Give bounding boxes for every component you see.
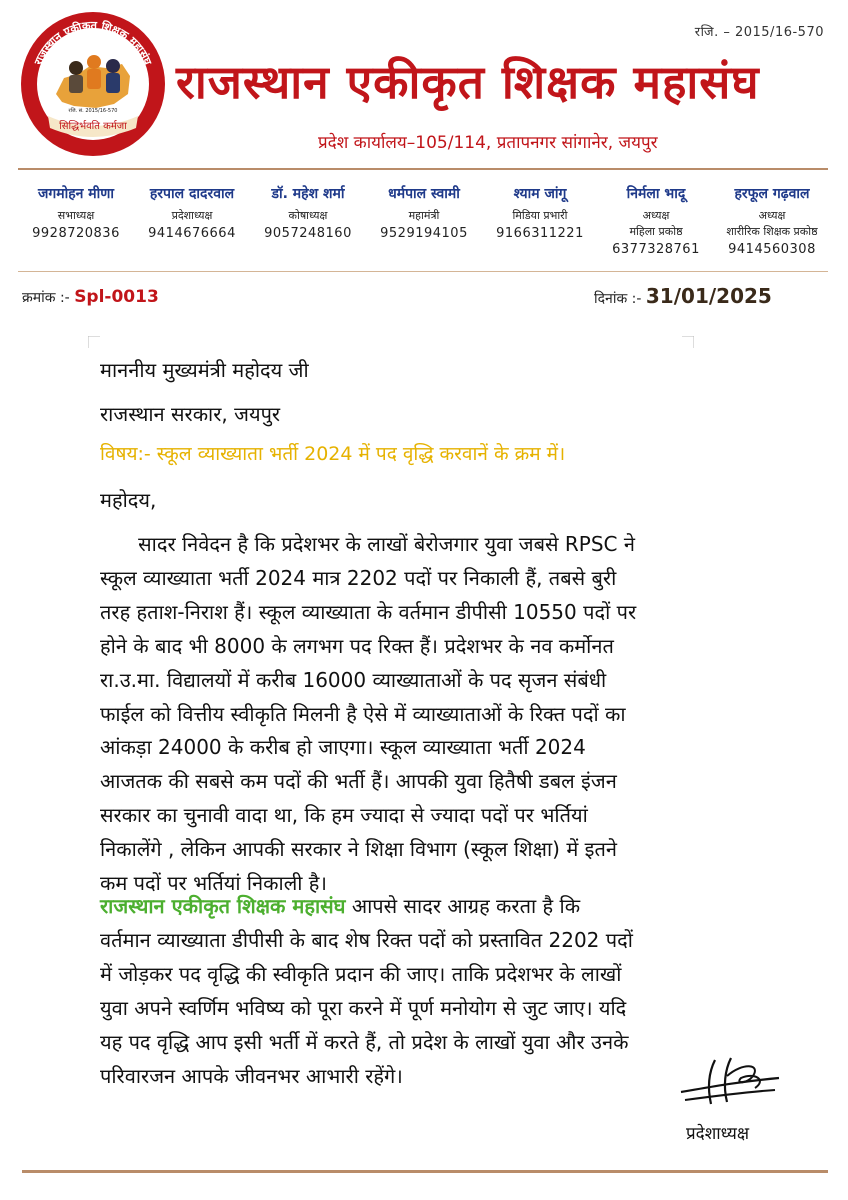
header-divider xyxy=(18,168,828,170)
paragraph-line: यह पद वृद्धि आप इसी भर्ती में करते हैं, तो प्रदेश के लाखों युवा और उनके xyxy=(100,1029,629,1054)
paragraph-line: वर्तमान व्याख्याता डीपीसी के बाद शेष रिक्त पदों को प्रस्तावित 2202 पदों xyxy=(100,927,633,952)
official-name: डॉ. महेश शर्मा xyxy=(271,186,345,202)
paragraph-line: आंकड़ा 24000 के करीब हो जाएगा। स्कूल व्याख्याता भर्ती 2024 xyxy=(100,735,586,760)
date-label: दिनांक :- xyxy=(594,291,642,307)
official-name: धर्मपाल स्वामी xyxy=(388,186,460,202)
footer-divider xyxy=(22,1170,828,1173)
letter-paragraph-2 xyxy=(100,890,633,1093)
official-role: कोषाध्यक्ष xyxy=(288,209,328,222)
official-phone: 9057248160 xyxy=(264,225,352,241)
official-card xyxy=(366,184,482,257)
official-role: मिडिया प्रभारी xyxy=(512,209,568,222)
paragraph-line: कम पदों पर भर्तियां निकाली है। xyxy=(100,871,327,896)
official-phone: 9166311221 xyxy=(496,225,584,241)
officials-divider xyxy=(18,271,828,272)
organization-name-highlight: राजस्थान एकीकृत शिक्षक महासंघ xyxy=(100,894,346,918)
signature-image xyxy=(675,1052,785,1112)
reference-value: Spl-0013 xyxy=(74,287,159,307)
paragraph-line: निकालेंगे , लेकिन आपकी सरकार ने शिक्षा विभाग (स्कूल शिक्षा) में इतने xyxy=(100,837,617,862)
official-role-line1: अध्यक्ष xyxy=(642,209,670,222)
portrait-left-icon xyxy=(69,61,83,75)
official-phone: 9414676664 xyxy=(148,225,236,241)
official-name: हरपाल दादरवाल xyxy=(149,186,235,202)
official-role xyxy=(598,208,714,240)
official-card xyxy=(482,184,598,257)
official-role-line1: अध्यक्ष xyxy=(758,209,786,222)
official-card xyxy=(250,184,366,257)
official-name: हरफूल गढ़वाल xyxy=(734,186,810,202)
paragraph-line: फाईल को वित्तीय स्वीकृति मिलनी है ऐसे में व्याख्याताओं के रिक्त पदों का xyxy=(100,701,626,726)
organization-title: राजस्थान एकीकृत शिक्षक महासंघ xyxy=(176,55,760,109)
official-role xyxy=(714,208,830,240)
official-name: श्याम जांगू xyxy=(513,186,567,202)
official-role-line2: महिला प्रकोष्ठ xyxy=(629,224,683,238)
official-name: जगमोहन मीणा xyxy=(37,186,115,202)
official-card xyxy=(714,184,830,257)
office-address: प्रदेश कार्यालय–105/114, प्रतापनगर सांगानेर, जयपुर xyxy=(318,133,658,153)
paragraph-line: स्कूल व्याख्याता भर्ती 2024 मात्र 2202 पदों पर निकाली हैं, तबसे बुरी xyxy=(100,565,617,590)
reference-number xyxy=(22,287,159,307)
official-role: सभाध्यक्ष xyxy=(57,209,95,222)
official-role: प्रदेशाध्यक्ष xyxy=(171,209,213,222)
paragraph-line xyxy=(100,890,633,924)
logo-ring-text: राजस्थान एकीकृत शिक्षक महासंघ xyxy=(31,18,155,67)
paragraph-line: सरकार का चुनावी वादा था, कि हम ज्यादा से ज्यादा पदों पर भर्तियां xyxy=(100,803,588,828)
official-phone: 9414560308 xyxy=(728,241,816,257)
official-phone: 6377328761 xyxy=(612,241,700,257)
addressee: माननीय मुख्यमंत्री महोदय जी xyxy=(100,358,309,382)
official-card xyxy=(134,184,250,257)
official-card xyxy=(598,184,714,257)
logo-motto: सिद्धिर्भवति कर्मजा xyxy=(59,121,127,132)
registration-number: रजि. – 2015/16-570 xyxy=(694,25,824,40)
paragraph-line: तरह हताश-निराश हैं। स्कूल व्याख्याता के वर्तमान डीपीसी 10550 पदों पर xyxy=(100,599,637,624)
letter-paragraph-1 xyxy=(100,528,636,901)
letter-subject: विषय:- स्कूल व्याख्याता भर्ती 2024 में पद वृद्धि करवानें के क्रम में। xyxy=(100,443,566,465)
paragraph-line: आजतक की सबसे कम पदों की भर्ती हैं। आपकी युवा हितैषी डबल इंजन xyxy=(100,769,617,794)
signatory-title: प्रदेशाध्यक्ष xyxy=(686,1124,750,1144)
official-card xyxy=(18,184,134,257)
paragraph-line: सादर निवेदन है कि प्रदेशभर के लाखों बेरोजगार युवा जबसे RPSC ने xyxy=(100,532,635,556)
salutation: महोदय, xyxy=(100,488,157,512)
paragraph-line: होने के बाद भी 8000 के लगभग पद रिक्त हैं। प्रदेशभर के नव कर्मोनत xyxy=(100,633,614,658)
paragraph-line: परिवारजन आपके जीवनभर आभारी रहेंगे। xyxy=(100,1063,403,1088)
crop-mark-left xyxy=(88,336,100,348)
addressee-location: राजस्थान सरकार, जयपुर xyxy=(100,402,281,426)
official-role-line2: शारीरिक शिक्षक प्रकोष्ठ xyxy=(726,224,818,238)
paragraph-line: में जोड़कर पद वृद्धि की स्वीकृति प्रदान की जाए। ताकि प्रदेशभर के लाखों xyxy=(100,961,622,986)
organization-logo xyxy=(18,8,168,160)
portrait-right-icon xyxy=(106,59,120,73)
official-role: महामंत्री xyxy=(408,209,440,222)
officials-list xyxy=(18,184,830,257)
logo-reg-text: रजि. सं. 2015/16-570 xyxy=(68,108,118,114)
letter-date xyxy=(594,284,772,308)
official-name: निर्मला भादू xyxy=(626,186,686,202)
paragraph-line: युवा अपने स्वर्णिम भविष्य को पूरा करने में पूर्ण मनोयोग से जुट जाए। यदि xyxy=(100,995,627,1020)
crop-mark-right xyxy=(682,336,694,348)
reference-label: क्रमांक :- xyxy=(22,290,70,306)
portrait-center-icon xyxy=(87,55,101,69)
paragraph-line-rest: आपसे सादर आग्रह करता है कि xyxy=(345,894,581,918)
official-phone: 9529194105 xyxy=(380,225,468,241)
date-value: 31/01/2025 xyxy=(645,284,772,308)
paragraph-line: रा.उ.मा. विद्यालयों में करीब 16000 व्याख्याताओं के पद सृजन संबंधी xyxy=(100,667,607,692)
official-phone: 9928720836 xyxy=(32,225,120,241)
